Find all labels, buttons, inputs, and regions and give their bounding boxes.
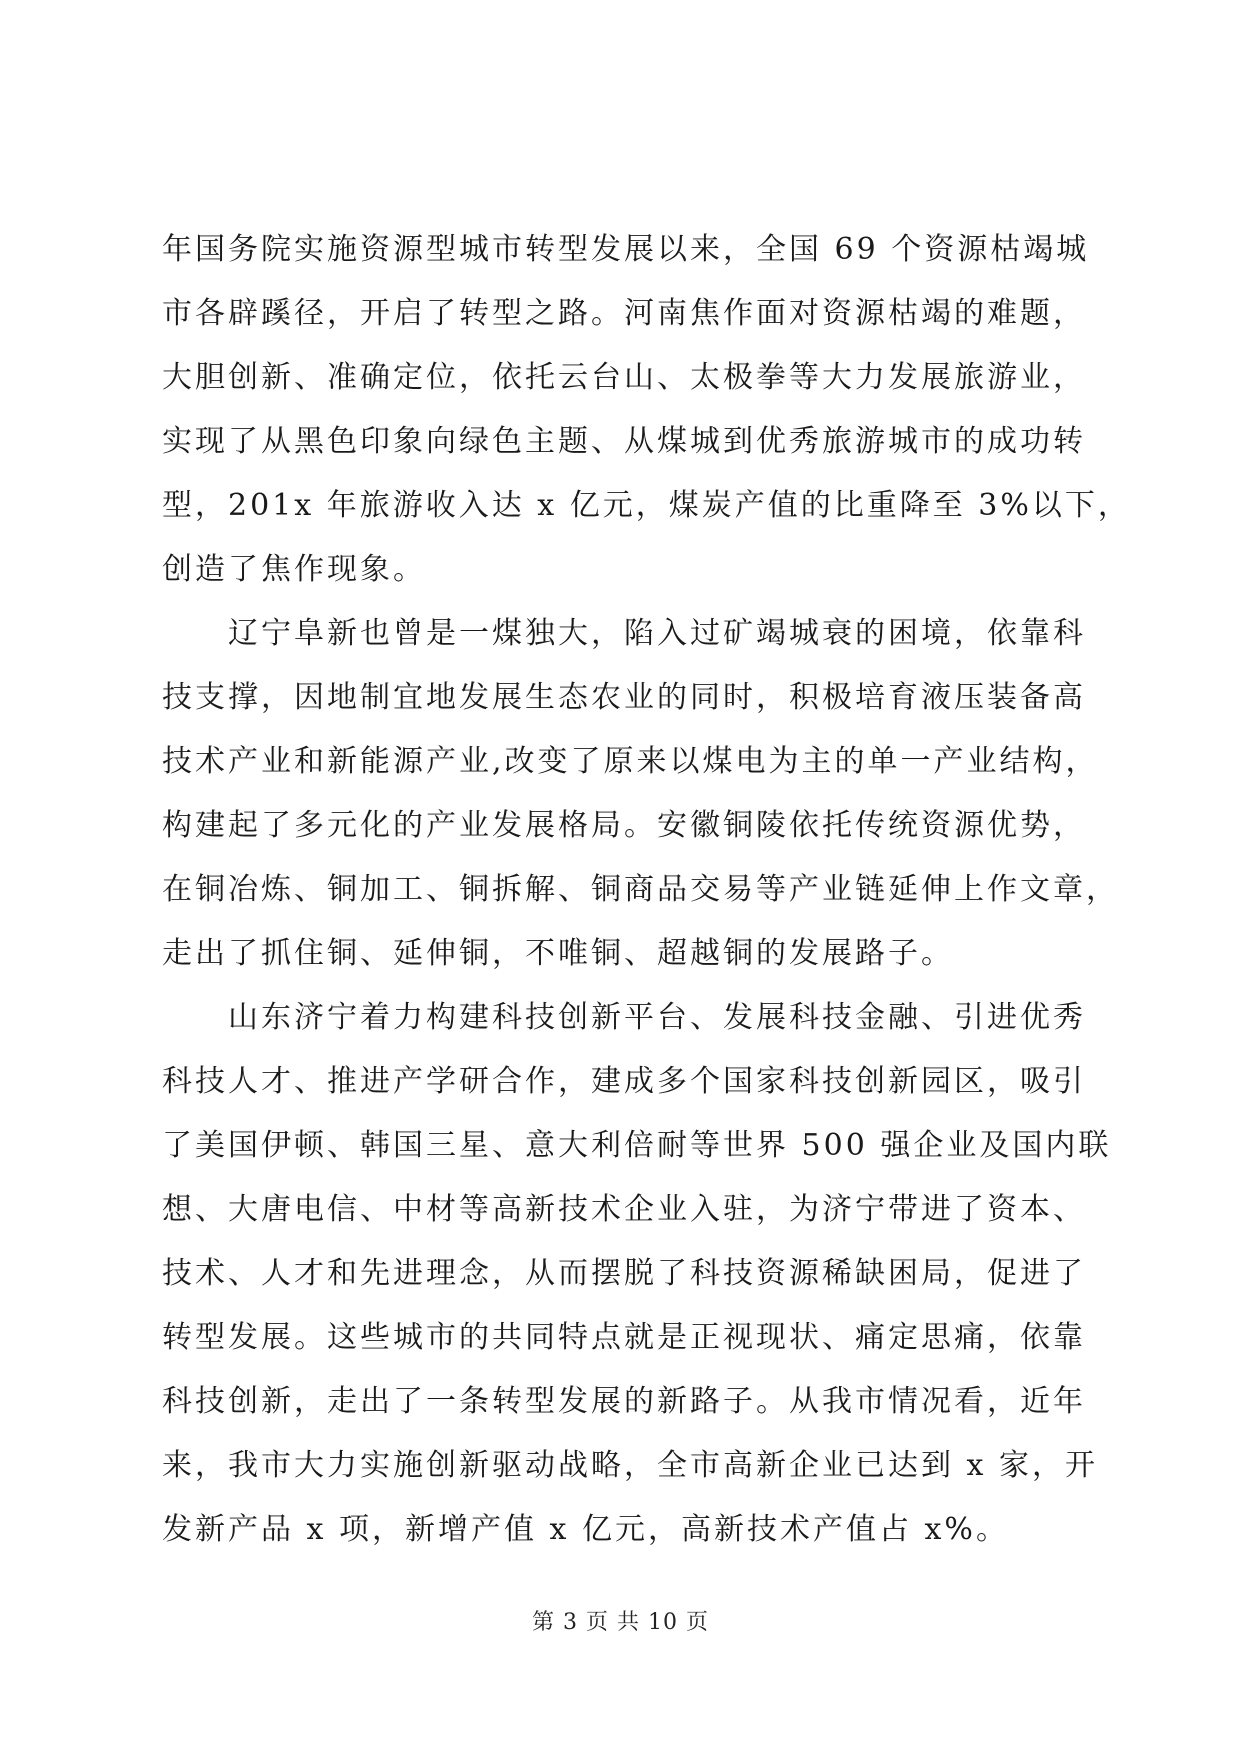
text-line: 来，我市大力实施创新驱动战略，全市高新企业已达到 x 家，开 <box>162 1448 1098 1483</box>
text-line: 走出了抓住铜、延伸铜，不唯铜、超越铜的发展路子。 <box>162 936 954 971</box>
paragraph-first-line: 辽宁阜新也曾是一煤独大，陷入过矿竭城衰的困境，依靠科 <box>228 616 1086 651</box>
text-line: 转型发展。这些城市的共同特点就是正视现状、痛定思痛，依靠 <box>162 1320 1086 1355</box>
text-line: 科技创新，走出了一条转型发展的新路子。从我市情况看，近年 <box>162 1384 1086 1419</box>
text-line: 在铜冶炼、铜加工、铜拆解、铜商品交易等产业链延伸上作文章， <box>162 872 1119 907</box>
paragraph-first-line: 山东济宁着力构建科技创新平台、发展科技金融、引进优秀 <box>228 1000 1086 1035</box>
document-body <box>162 218 1131 1562</box>
page-number-footer: 第 3 页 共 10 页 <box>532 1610 709 1635</box>
text-line: 构建起了多元化的产业发展格局。安徽铜陵依托传统资源优势， <box>162 808 1086 843</box>
text-line: 实现了从黑色印象向绿色主题、从煤城到优秀旅游城市的成功转 <box>162 424 1086 459</box>
text-line: 型，201x 年旅游收入达 x 亿元，煤炭产值的比重降至 3%以下， <box>162 488 1131 523</box>
text-line: 科技人才、推进产学研合作，建成多个国家科技创新园区，吸引 <box>162 1064 1086 1099</box>
text-line: 创造了焦作现象。 <box>162 552 426 587</box>
text-line: 技术产业和新能源产业,改变了原来以煤电为主的单一产业结构， <box>162 744 1099 779</box>
text-line: 了美国伊顿、韩国三星、意大利倍耐等世界 500 强企业及国内联 <box>162 1128 1112 1163</box>
text-line: 技支撑，因地制宜地发展生态农业的同时，积极培育液压装备高 <box>162 680 1086 715</box>
text-line: 市各辟蹊径，开启了转型之路。河南焦作面对资源枯竭的难题， <box>162 296 1086 331</box>
text-line: 大胆创新、准确定位，依托云台山、太极拳等大力发展旅游业， <box>162 360 1086 395</box>
text-line: 想、大唐电信、中材等高新技术企业入驻，为济宁带进了资本、 <box>162 1192 1086 1227</box>
text-line: 发新产品 x 项，新增产值 x 亿元，高新技术产值占 x%。 <box>162 1512 1009 1547</box>
text-line: 技术、人才和先进理念，从而摆脱了科技资源稀缺困局，促进了 <box>162 1256 1086 1291</box>
text-line: 年国务院实施资源型城市转型发展以来，全国 69 个资源枯竭城 <box>162 232 1090 267</box>
